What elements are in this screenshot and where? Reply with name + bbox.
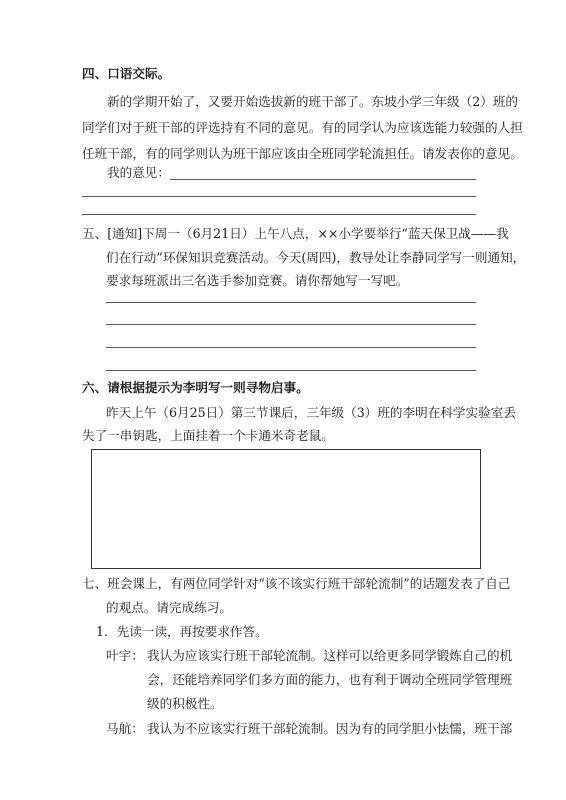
ye-line-2: 会，还能培养同学们多方面的能力，也有利于调动全班同学管理班 xyxy=(147,672,513,687)
notice-answer-line-2[interactable] xyxy=(106,324,476,325)
notice-answer-line-1[interactable] xyxy=(106,302,476,303)
section-6-line-2: 失了一串钥匙，上面挂着一个卡通米奇老鼠。 xyxy=(82,428,334,443)
opinion-label: 我的意见： xyxy=(107,165,170,180)
ye-line-3: 级的积极性。 xyxy=(147,696,223,711)
section-6-heading: 六、请根据提示为李明写一则寻物启事。 xyxy=(82,380,309,395)
notice-answer-line-4[interactable] xyxy=(106,370,476,371)
opinion-answer-line-3[interactable] xyxy=(82,214,476,215)
lost-notice-answer-box[interactable] xyxy=(91,449,481,569)
section-7-line-1: 七、班会课上，有两位同学针对“该不该实行班干部轮流制”的话题发表了自己 xyxy=(82,576,511,591)
section-5-line-3: 要求每班派出三名选手参加竞赛。请你帮她写一写吧。 xyxy=(106,273,409,288)
section-5-line-2: 们在行动”环保知识竞赛活动。今天(周四)，教导处让李静同学写一则通知， xyxy=(106,250,526,265)
speaker-label-ma: 马航： xyxy=(106,721,144,736)
ye-line-1: 我认为应该实行班干部轮流制。这样可以给更多同学锻炼自己的机 xyxy=(147,648,513,663)
section-4-line-3: 任班干部，有的同学则认为班干部应该由全班同学轮流担任。请发表你的意见。 xyxy=(82,146,523,161)
notice-answer-line-3[interactable] xyxy=(106,347,476,348)
section-6-line-1: 昨天上午（6月25日）第三节课后，三年级（3）班的李明在科学实验室丢 xyxy=(106,405,516,420)
section-5-line-1: 五、[通知]下周一（6月21日）上午八点，××小学要举行“蓝天保卫战——我 xyxy=(82,226,509,241)
section-4-line-1: 新的学期开始了，又要开始选拔新的班干部了。东坡小学三年级（2）班的 xyxy=(107,94,519,109)
section-4-heading: 四、口语交际。 xyxy=(82,66,171,81)
section-7-line-2: 的观点。请完成练习。 xyxy=(106,600,232,615)
opinion-answer-line-2[interactable] xyxy=(82,196,476,197)
section-4-line-2: 同学们对于班干部的评选持有不同的意见。有的同学认为应该选能力较强的人担 xyxy=(82,120,523,135)
question-1-instruction: 1．先读一读，再按要求作答。 xyxy=(96,624,268,639)
speaker-label-ye: 叶宇： xyxy=(106,648,144,663)
opinion-answer-line-1[interactable] xyxy=(170,179,476,180)
ma-line-1: 我认为不应该实行班干部轮流制。因为有的同学胆小怯懦，班干部 xyxy=(147,721,513,736)
